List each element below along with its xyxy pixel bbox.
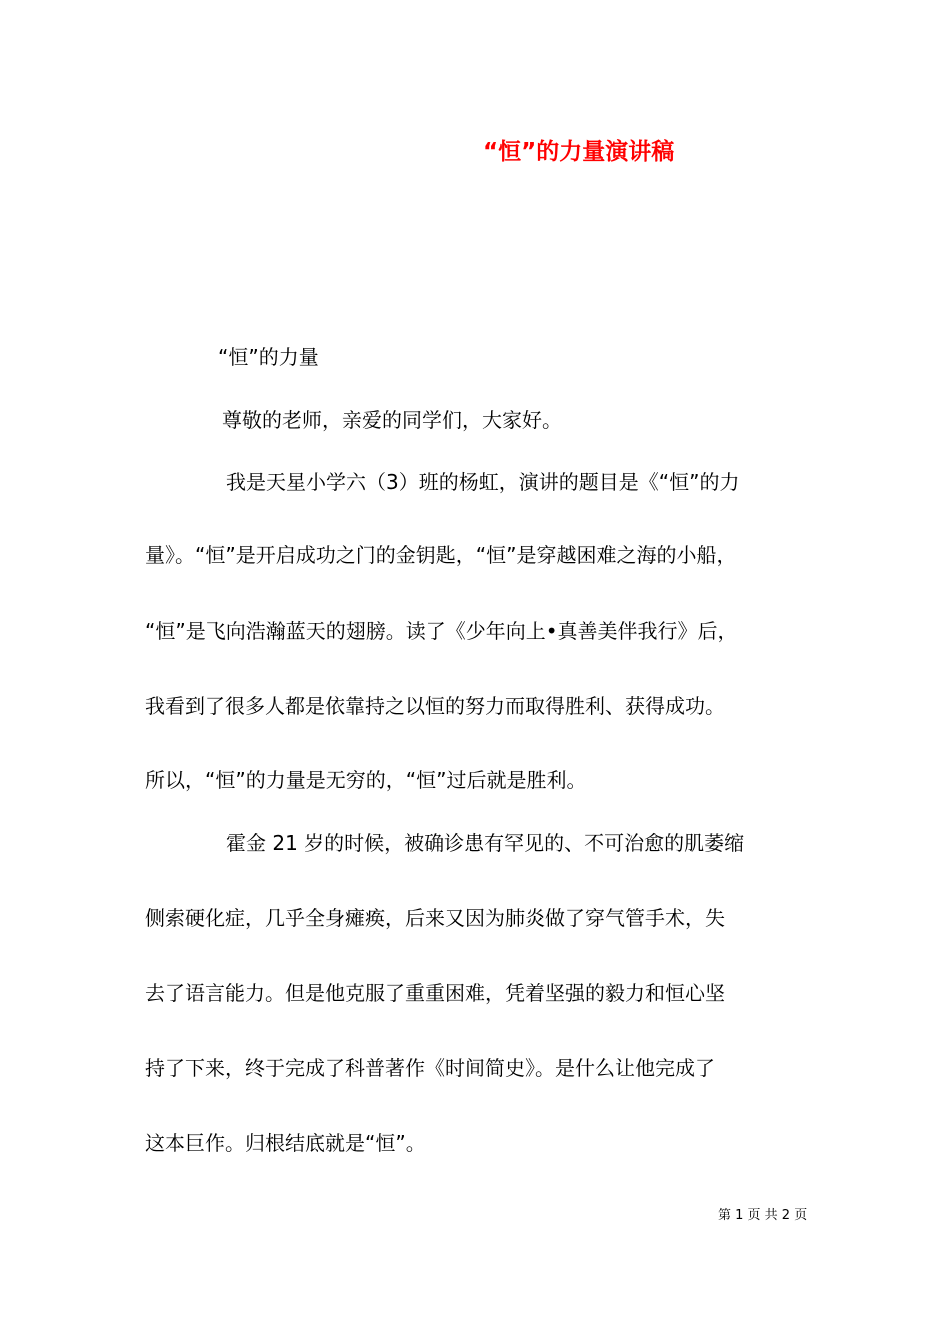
paragraph-line: 持了下来，终于完成了科普著作《时间简史》。是什么让他完成了: [145, 1056, 715, 1080]
paragraph-line: “恒”是飞向浩瀚蓝天的翅膀。读了《少年向上•真善美伴我行》后，: [145, 619, 738, 643]
paragraph-line: 量》。“恒”是开启成功之门的金钥匙，“恒”是穿越困难之海的小船，: [145, 543, 737, 567]
page-footer: 第 1 页 共 2 页: [718, 1208, 808, 1223]
page-title: “恒”的力量演讲稿: [483, 139, 675, 165]
paragraph-line: 我是天星小学六（3）班的杨虹，演讲的题目是《“恒”的力: [226, 470, 740, 494]
speech-subtitle: “恒”的力量: [218, 345, 319, 369]
paragraph-line: 侧索硬化症，几乎全身瘫痪，后来又因为肺炎做了穿气管手术，失: [145, 906, 725, 930]
paragraph-line: 去了语言能力。但是他克服了重重困难，凭着坚强的毅力和恒心坚: [145, 981, 725, 1005]
greeting-line: 尊敬的老师，亲爱的同学们，大家好。: [222, 408, 562, 432]
paragraph-line: 这本巨作。归根结底就是“恒”。: [145, 1131, 426, 1155]
paragraph-line: 所以，“恒”的力量是无穷的，“恒”过后就是胜利。: [145, 768, 587, 792]
paragraph-line: 霍金 21 岁的时候，被确诊患有罕见的、不可治愈的肌萎缩: [226, 831, 745, 855]
paragraph-line: 我看到了很多人都是依靠持之以恒的努力而取得胜利、获得成功。: [145, 694, 725, 718]
